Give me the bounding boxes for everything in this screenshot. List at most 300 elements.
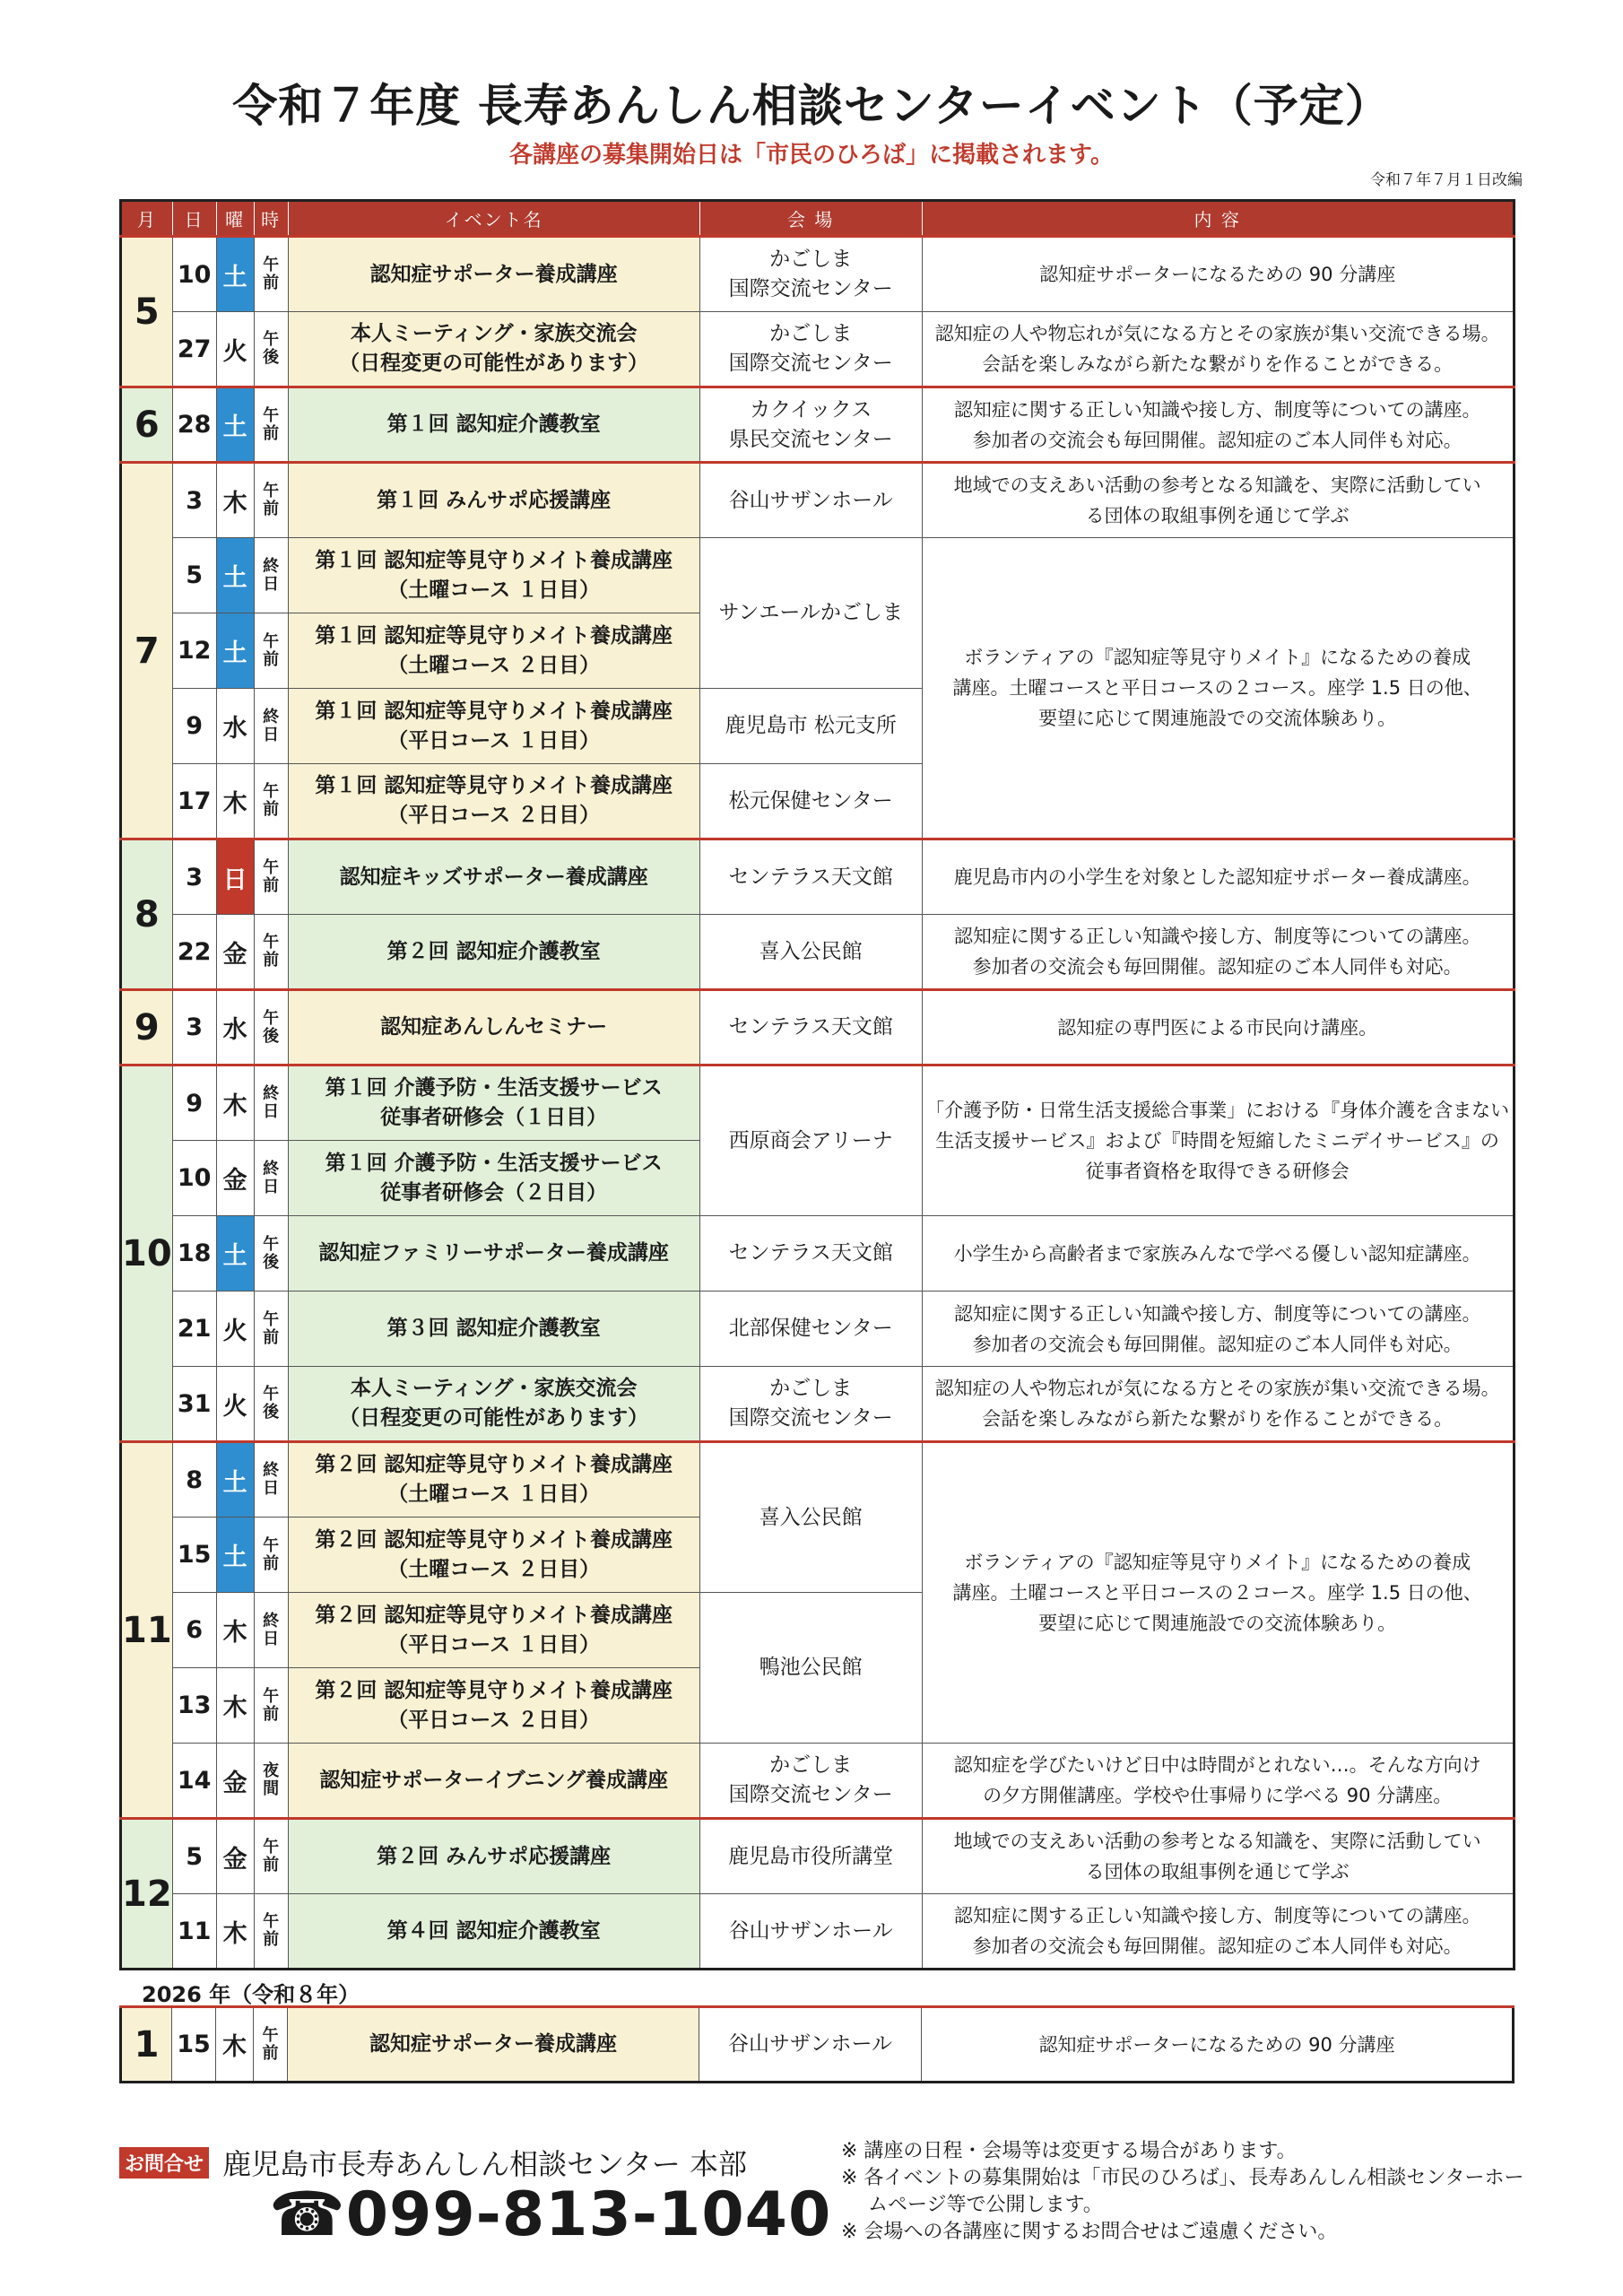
venue-line: 谷山サザンホール xyxy=(728,1918,893,1943)
time-char: 午 xyxy=(263,782,280,801)
content-cell xyxy=(922,1292,1514,1367)
col-month-header: 月 xyxy=(121,201,173,237)
content-cell xyxy=(922,915,1514,990)
venue-cell xyxy=(699,1216,922,1292)
day-cell: 15 xyxy=(172,1518,216,1593)
time-char: 前 xyxy=(263,876,280,895)
time-cell xyxy=(254,312,288,387)
content-line: 要望に応じて関連施設での交流体験あり。 xyxy=(1038,1613,1397,1634)
table-row xyxy=(121,1744,1515,1819)
content-line: 認知症を学びたいけど日中は時間がとれない…。そんな方向け xyxy=(953,1754,1481,1776)
content-cell xyxy=(922,463,1514,538)
event-name-line: （土曜コース １日目） xyxy=(387,578,601,602)
time-char: 夜 xyxy=(263,1761,280,1780)
weekday-cell: 土 xyxy=(216,613,254,689)
weekday-cell: 木 xyxy=(216,1668,254,1744)
event-name-cell xyxy=(288,1442,699,1518)
venue-line: センテラス天文館 xyxy=(728,1241,893,1265)
weekday-cell: 木 xyxy=(216,2007,254,2083)
venue-cell xyxy=(699,463,922,538)
day-cell: 10 xyxy=(172,237,216,312)
venue-line: 北部保健センター xyxy=(728,1317,893,1340)
weekday-cell: 木 xyxy=(216,463,254,538)
col-day-header: 日 xyxy=(172,201,216,237)
event-name-cell xyxy=(288,1367,699,1442)
day-cell: 17 xyxy=(172,764,216,839)
content-cell xyxy=(922,839,1514,915)
month-cell: 1 xyxy=(121,2007,172,2083)
time-char: 前 xyxy=(263,1856,280,1874)
page-subtitle: 各講座の募集開始日は「市民のひろば」に掲載されます。 xyxy=(509,142,1114,169)
time-char: 日 xyxy=(263,1479,280,1498)
inquiry-office-name: 鹿児島市長寿あんしん相談センター 本部 xyxy=(222,2147,748,2181)
event-name-line: 認知症サポーターイブニング養成講座 xyxy=(319,1768,669,1792)
content-line: の夕方開催講座。学校や仕事帰りに学べる 90 分講座。 xyxy=(983,1785,1453,1806)
table-row xyxy=(121,1216,1515,1292)
time-char: 午 xyxy=(263,1838,280,1857)
time-cell xyxy=(254,1593,288,1668)
event-name-cell xyxy=(288,764,699,839)
event-name-line: 第２回 認知症介護教室 xyxy=(386,939,601,963)
event-name-line: 第２回 認知症等見守りメイト養成講座 xyxy=(315,1453,673,1476)
content-cell xyxy=(922,1819,1514,1894)
day-cell: 9 xyxy=(172,1065,216,1141)
table-row xyxy=(121,538,1515,613)
time-char: 終 xyxy=(263,1461,280,1480)
day-cell: 5 xyxy=(172,538,216,613)
event-name-cell xyxy=(288,1819,699,1894)
venue-line: 松元保健センター xyxy=(728,788,893,813)
weekday-cell: 金 xyxy=(216,915,254,990)
content-line: る団体の取組事例を通じて学ぶ xyxy=(1085,505,1350,526)
venue-cell xyxy=(699,1442,922,1593)
venue-line: 喜入公民館 xyxy=(759,1505,863,1529)
event-name-cell xyxy=(288,2007,699,2083)
content-cell xyxy=(922,387,1514,463)
time-char: 前 xyxy=(262,2043,279,2063)
content-cell xyxy=(922,538,1514,839)
time-cell xyxy=(254,990,288,1065)
footer-note: ※ 講座の日程・会場等は変更する場合があります。 xyxy=(841,2140,1297,2162)
event-schedule-body-2026 xyxy=(121,2007,1514,2083)
day-cell: 12 xyxy=(172,613,216,689)
venue-line: センテラス天文館 xyxy=(728,1015,893,1039)
venue-cell xyxy=(699,839,922,915)
day-cell: 14 xyxy=(172,1744,216,1819)
inquiry-badge: お問合せ xyxy=(119,2147,209,2179)
time-char: 日 xyxy=(263,574,280,594)
event-name-line: 第１回 介護予防・生活支援サービス xyxy=(325,1076,663,1100)
venue-line: センテラス天文館 xyxy=(728,865,893,889)
content-line: 地域での支えあい活動の参考となる知識を、実際に活動してい xyxy=(953,1831,1481,1852)
event-name-line: 第１回 認知症等見守りメイト養成講座 xyxy=(315,699,673,723)
time-char: 終 xyxy=(263,1611,280,1631)
day-cell: 15 xyxy=(172,2007,216,2083)
event-name-line: （土曜コース １日目） xyxy=(387,1483,601,1506)
venue-cell xyxy=(699,237,922,312)
event-name-cell xyxy=(288,1065,699,1141)
time-char: 前 xyxy=(263,649,280,669)
page-title: 令和７年度 長寿あんしん相談センターイベント（予定） xyxy=(232,80,1391,132)
col-time-header: 時 xyxy=(254,201,288,237)
event-name-line: （日程変更の可能性があります） xyxy=(339,352,649,375)
event-name-line: 第２回 認知症等見守りメイト養成講座 xyxy=(315,1527,673,1552)
weekday-cell: 土 xyxy=(216,1518,254,1593)
time-char: 午 xyxy=(263,256,280,274)
weekday-cell: 土 xyxy=(216,538,254,613)
time-cell xyxy=(254,915,288,990)
venue-cell xyxy=(699,764,922,839)
time-cell xyxy=(254,764,288,839)
event-name-cell xyxy=(288,689,699,764)
content-line: 「介護予防・日常生活支援総合事業」における『身体介護を含まない xyxy=(925,1100,1510,1121)
time-cell xyxy=(254,237,288,312)
table-row xyxy=(121,990,1515,1065)
time-cell xyxy=(254,1668,288,1744)
content-line: 認知症サポーターになるための 90 分講座 xyxy=(1038,2033,1395,2056)
venue-cell xyxy=(699,1367,922,1442)
weekday-cell: 火 xyxy=(216,312,254,387)
weekday-cell: 水 xyxy=(216,689,254,764)
weekday-cell: 日 xyxy=(216,839,254,915)
time-char: 終 xyxy=(263,707,280,726)
event-name-cell xyxy=(288,839,699,915)
time-cell xyxy=(254,538,288,613)
day-cell: 3 xyxy=(172,839,216,915)
time-char: 前 xyxy=(263,423,280,443)
event-name-cell xyxy=(288,990,699,1065)
event-name-line: 第１回 認知症等見守りメイト養成講座 xyxy=(315,548,673,572)
month-cell: 9 xyxy=(121,990,173,1065)
weekday-cell: 木 xyxy=(216,1065,254,1141)
table-row xyxy=(121,1819,1515,1894)
content-cell xyxy=(922,1894,1514,1970)
table-row xyxy=(121,1442,1515,1518)
table-row xyxy=(121,839,1515,915)
time-char: 後 xyxy=(263,1026,280,1046)
time-cell xyxy=(254,387,288,463)
venue-cell xyxy=(699,1744,922,1819)
time-cell xyxy=(254,1292,288,1367)
time-char: 日 xyxy=(263,1102,280,1121)
event-name-line: 本人ミーティング・家族交流会 xyxy=(350,322,638,345)
venue-line: 国際交流センター xyxy=(728,1406,893,1430)
time-cell xyxy=(254,1216,288,1292)
month-cell: 12 xyxy=(121,1819,173,1970)
event-name-line: （平日コース ２日目） xyxy=(387,804,601,827)
event-name-cell xyxy=(288,312,699,387)
venue-cell xyxy=(699,312,922,387)
time-char: 前 xyxy=(263,800,280,819)
venue-line: かごしま xyxy=(769,248,853,271)
weekday-cell: 土 xyxy=(216,1216,254,1292)
time-char: 午 xyxy=(263,405,280,425)
time-char: 午 xyxy=(263,858,280,877)
time-char: 間 xyxy=(263,1779,280,1798)
venue-cell xyxy=(699,387,922,463)
time-char: 終 xyxy=(263,1159,280,1178)
event-name-cell xyxy=(288,1744,699,1819)
time-char: 後 xyxy=(263,1403,280,1422)
venue-line: かごしま xyxy=(769,1377,853,1400)
content-cell xyxy=(922,1216,1514,1292)
content-cell xyxy=(922,2007,1514,2083)
time-char: 前 xyxy=(263,1327,280,1347)
event-name-line: 認知症キッズサポーター養成講座 xyxy=(339,865,648,889)
venue-cell xyxy=(699,1894,922,1970)
time-char: 前 xyxy=(263,1553,280,1573)
content-line: 講座。土曜コースと平日コースの２コース。座学 1.5 日の他、 xyxy=(952,1582,1482,1604)
venue-line: 鹿児島市 松元支所 xyxy=(725,714,897,737)
weekday-cell: 金 xyxy=(216,1141,254,1216)
weekday-cell: 土 xyxy=(216,387,254,463)
day-cell: 31 xyxy=(172,1367,216,1442)
day-cell: 11 xyxy=(172,1894,216,1970)
content-line: 参加者の交流会も毎回開催。認知症のご本人同伴も対応。 xyxy=(972,429,1462,451)
time-char: 前 xyxy=(263,951,280,970)
time-char: 後 xyxy=(263,1252,280,1272)
time-char: 午 xyxy=(262,2025,279,2045)
footer-note: ※ 会場への各講座に関するお問合せはご遠慮ください。 xyxy=(841,2221,1338,2243)
time-char: 午 xyxy=(263,631,280,651)
day-cell: 3 xyxy=(172,990,216,1065)
time-char: 終 xyxy=(263,556,280,576)
venue-line: かごしま xyxy=(769,1753,853,1777)
event-name-line: 第３回 認知症介護教室 xyxy=(386,1317,601,1340)
col-content-header: 内 容 xyxy=(922,201,1514,237)
day-cell: 10 xyxy=(172,1141,216,1216)
event-name-line: 認知症ファミリーサポーター養成講座 xyxy=(318,1241,669,1265)
content-line: 参加者の交流会も毎回開催。認知症のご本人同伴も対応。 xyxy=(972,1935,1462,1957)
time-char: 前 xyxy=(263,1704,280,1724)
venue-line: 国際交流センター xyxy=(728,1783,893,1806)
event-name-cell xyxy=(288,1593,699,1668)
time-char: 日 xyxy=(263,725,280,744)
event-name-line: 第２回 認知症等見守りメイト養成講座 xyxy=(315,1678,673,1702)
event-schedule-table xyxy=(119,199,1515,1970)
time-char: 午 xyxy=(263,1309,280,1329)
col-event-header: イベント名 xyxy=(288,201,699,237)
venue-line: 喜入公民館 xyxy=(759,939,863,963)
venue-cell xyxy=(699,538,922,689)
event-name-line: 第１回 認知症等見守りメイト養成講座 xyxy=(315,623,673,648)
event-name-cell xyxy=(288,1141,699,1216)
event-schedule-body xyxy=(121,237,1515,1970)
time-char: 終 xyxy=(263,1084,280,1103)
venue-line: 谷山サザンホール xyxy=(727,2032,893,2056)
content-cell xyxy=(922,990,1514,1065)
time-char: 日 xyxy=(263,1177,280,1196)
event-name-line: 第２回 認知症等見守りメイト養成講座 xyxy=(315,1603,673,1627)
event-name-line: （土曜コース ２日目） xyxy=(387,1557,601,1581)
time-cell xyxy=(254,613,288,689)
time-cell xyxy=(254,1518,288,1593)
time-cell xyxy=(254,1065,288,1141)
time-cell xyxy=(254,1141,288,1216)
time-char: 日 xyxy=(263,1629,280,1648)
day-cell: 5 xyxy=(172,1819,216,1894)
time-cell xyxy=(254,463,288,538)
content-line: 認知症に関する正しい知識や接し方、制度等についての講座。 xyxy=(953,1905,1481,1926)
weekday-cell: 水 xyxy=(216,990,254,1065)
weekday-cell: 木 xyxy=(216,764,254,839)
venue-line: 国際交流センター xyxy=(728,277,893,300)
weekday-cell: 金 xyxy=(216,1819,254,1894)
content-cell xyxy=(922,1065,1514,1216)
day-cell: 22 xyxy=(172,915,216,990)
table-row xyxy=(121,1065,1515,1141)
event-name-line: （平日コース ２日目） xyxy=(387,1708,601,1732)
venue-cell xyxy=(699,1065,922,1216)
content-line: 要望に応じて関連施設での交流体験あり。 xyxy=(1038,708,1397,729)
content-cell xyxy=(922,312,1514,387)
venue-cell xyxy=(699,915,922,990)
table-row xyxy=(121,915,1515,990)
time-char: 午 xyxy=(263,1912,280,1931)
content-line: 認知症に関する正しい知識や接し方、制度等についての講座。 xyxy=(953,398,1481,421)
content-line: 地域での支えあい活動の参考となる知識を、実際に活動してい xyxy=(953,474,1481,496)
time-cell xyxy=(254,689,288,764)
table-row xyxy=(121,2007,1514,2083)
month-cell: 5 xyxy=(121,237,173,387)
time-cell xyxy=(254,2007,288,2083)
month-cell: 11 xyxy=(121,1442,173,1819)
time-char: 午 xyxy=(263,1385,280,1404)
content-line: 認知症の専門医による市民向け講座。 xyxy=(1057,1016,1378,1039)
time-char: 午 xyxy=(263,330,280,349)
day-cell: 3 xyxy=(172,463,216,538)
content-line: 講座。土曜コースと平日コースの２コース。座学 1.5 日の他、 xyxy=(952,677,1482,699)
event-name-cell xyxy=(288,1292,699,1367)
month-cell: 6 xyxy=(121,387,173,463)
content-line: 会話を楽しみながら新たな繋がりを作ることができる。 xyxy=(982,353,1454,375)
weekday-cell: 木 xyxy=(216,1894,254,1970)
time-char: 午 xyxy=(263,1234,280,1254)
event-name-line: （土曜コース ２日目） xyxy=(387,653,601,677)
event-name-line: 認知症あんしんセミナー xyxy=(380,1015,608,1039)
time-cell xyxy=(254,839,288,915)
day-cell: 13 xyxy=(172,1668,216,1744)
event-name-cell xyxy=(288,1518,699,1593)
content-line: ボランティアの『認知症等見守りメイト』になるための養成 xyxy=(964,1552,1471,1573)
time-char: 午 xyxy=(263,482,280,500)
footer-notes xyxy=(841,2138,1541,2246)
content-line: 認知症サポーターになるための 90 分講座 xyxy=(1039,264,1396,285)
venue-line: 県民交流センター xyxy=(728,427,893,451)
event-name-line: 第２回 みんサポ応援講座 xyxy=(377,1844,612,1868)
event-name-line: 本人ミーティング・家族交流会 xyxy=(350,1377,638,1400)
day-cell: 27 xyxy=(172,312,216,387)
event-schedule-table-2026 xyxy=(119,2005,1515,2083)
venue-cell xyxy=(699,689,922,764)
content-line: 従事者資格を取得できる研修会 xyxy=(1085,1161,1350,1182)
content-line: 認知症に関する正しい知識や接し方、制度等についての講座。 xyxy=(953,1302,1481,1325)
day-cell: 28 xyxy=(172,387,216,463)
event-name-cell xyxy=(288,915,699,990)
venue-line: 鴨池公民館 xyxy=(759,1656,863,1679)
content-line: 小学生から高齢者まで家族みんなで学べる優しい認知症講座。 xyxy=(953,1242,1481,1265)
venue-line: 谷山サザンホール xyxy=(728,488,893,512)
event-name-cell xyxy=(288,1216,699,1292)
venue-line: 国際交流センター xyxy=(728,352,893,375)
event-name-line: 第１回 みんサポ応援講座 xyxy=(377,488,612,512)
event-name-cell xyxy=(288,613,699,689)
time-cell xyxy=(254,1819,288,1894)
content-line: 生活支援サービス』および『時間を短縮したミニデイサービス』の xyxy=(935,1130,1499,1152)
time-char: 前 xyxy=(263,1930,280,1949)
table-row xyxy=(121,387,1515,463)
content-line: 会話を楽しみながら新たな繋がりを作ることができる。 xyxy=(982,1408,1454,1430)
weekday-cell: 火 xyxy=(216,1292,254,1367)
content-cell xyxy=(922,1442,1514,1744)
table-row xyxy=(121,312,1515,387)
day-cell: 21 xyxy=(172,1292,216,1367)
weekday-cell: 木 xyxy=(216,1593,254,1668)
table-row xyxy=(121,1894,1515,1970)
time-char: 午 xyxy=(263,1686,280,1706)
month-cell: 7 xyxy=(121,463,173,839)
col-weekday-header: 曜 xyxy=(216,201,254,237)
table-row xyxy=(121,1367,1515,1442)
table-row xyxy=(121,1292,1515,1367)
table-header-row xyxy=(121,201,1515,237)
content-line: 参加者の交流会も毎回開催。認知症のご本人同伴も対応。 xyxy=(972,1333,1462,1355)
event-name-cell xyxy=(288,387,699,463)
weekday-cell: 金 xyxy=(216,1744,254,1819)
phone-number[interactable]: ☎099-813-1040 xyxy=(269,2179,832,2250)
inquiry-block xyxy=(119,2142,747,2183)
event-name-cell xyxy=(288,1894,699,1970)
content-line: ボランティアの『認知症等見守りメイト』になるための養成 xyxy=(964,647,1471,668)
content-line: 認知症に関する正しい知識や接し方、制度等についての講座。 xyxy=(953,926,1481,947)
venue-cell xyxy=(699,1292,922,1367)
event-name-cell xyxy=(288,237,699,312)
time-cell xyxy=(254,1744,288,1819)
event-name-cell xyxy=(288,463,699,538)
event-name-line: 従事者研修会（２日目） xyxy=(380,1180,608,1205)
col-venue-header: 会 場 xyxy=(699,201,922,237)
time-char: 前 xyxy=(263,500,280,518)
month-cell: 8 xyxy=(121,839,173,990)
weekday-cell: 火 xyxy=(216,1367,254,1442)
content-line: 鹿児島市内の小学生を対象とした認知症サポーター養成講座。 xyxy=(953,866,1481,888)
content-cell xyxy=(922,237,1514,312)
content-line: 認知症の人や物忘れが気になる方とその家族が集い交流できる場。 xyxy=(934,1378,1500,1399)
year-2026-label: 2026 年（令和８年） xyxy=(142,1982,360,2007)
weekday-cell: 土 xyxy=(216,237,254,312)
content-line: 参加者の交流会も毎回開催。認知症のご本人同伴も対応。 xyxy=(972,956,1462,978)
revision-date: 令和７年７月１日改編 xyxy=(1370,171,1523,189)
table-row xyxy=(121,237,1515,312)
table-row xyxy=(121,463,1515,538)
weekday-cell: 土 xyxy=(216,1442,254,1518)
day-cell: 18 xyxy=(172,1216,216,1292)
venue-line: サンエールかごしま xyxy=(718,601,903,624)
time-cell xyxy=(254,1442,288,1518)
venue-cell xyxy=(699,990,922,1065)
event-name-line: 第１回 認知症等見守りメイト養成講座 xyxy=(315,774,673,797)
event-name-line: 認知症サポーター養成講座 xyxy=(369,2032,617,2056)
event-name-line: 従事者研修会（１日目） xyxy=(380,1106,608,1129)
time-cell xyxy=(254,1367,288,1442)
venue-line: 西原商会アリーナ xyxy=(728,1128,893,1152)
content-cell xyxy=(922,1367,1514,1442)
event-name-line: （日程変更の可能性があります） xyxy=(339,1406,649,1430)
event-name-cell xyxy=(288,1668,699,1744)
venue-cell xyxy=(699,1819,922,1894)
event-name-line: 認知症サポーター養成講座 xyxy=(369,262,618,286)
event-name-cell xyxy=(288,538,699,613)
